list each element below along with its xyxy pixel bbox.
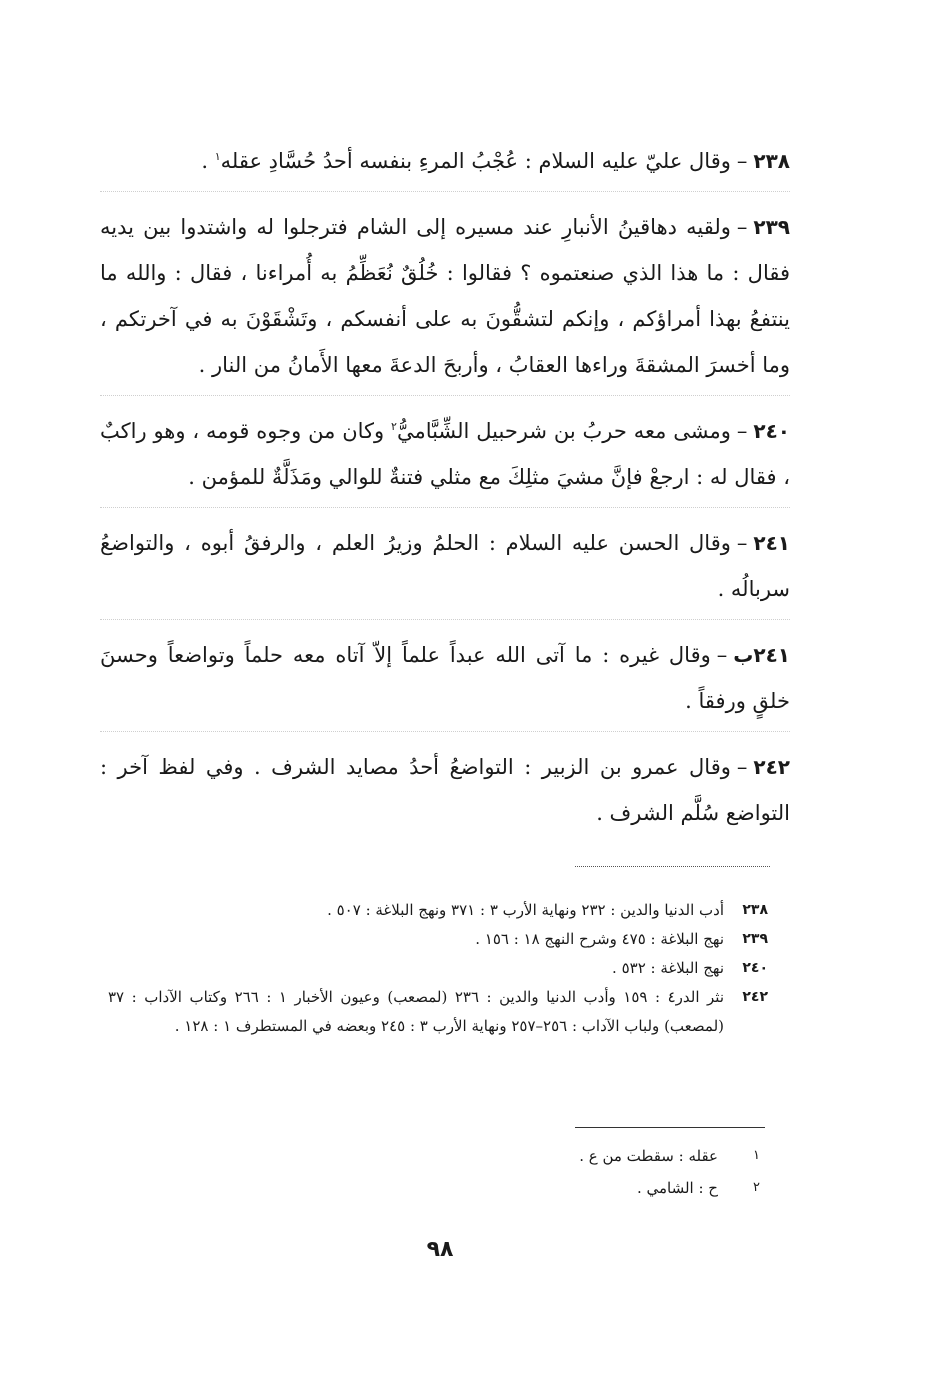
sources-list: [108, 896, 768, 1041]
footnote-entry: [300, 1140, 760, 1172]
paragraph-239: [100, 204, 790, 388]
source-entry: [108, 925, 768, 954]
paragraph-238: [100, 138, 790, 184]
paragraph-divider: [100, 191, 790, 192]
footnote-text: عقله : سقطت من ع .: [579, 1147, 718, 1165]
source-number: ٢٣٨: [742, 902, 768, 918]
source-entry: [108, 983, 768, 1041]
source-number: ٢٤٠: [742, 960, 768, 976]
paragraph-tail: .: [201, 149, 215, 173]
footnotes-list: [300, 1140, 760, 1204]
paragraph-number: ٢٤١ب: [733, 643, 790, 667]
paragraph-divider: [100, 507, 790, 508]
footnote-number: ١: [753, 1148, 760, 1163]
source-entry: [108, 954, 768, 983]
footnotes-divider: [575, 1127, 765, 1128]
source-text: أدب الدنيا والدين : ٢٣٢ ونهاية الأرب ٣ : ٣٧١ ونهج البلاغة : ٥٠٧ .: [327, 901, 724, 919]
dash: –: [736, 419, 748, 443]
source-number: ٢٣٩: [742, 931, 768, 947]
footnote-number: ٢: [753, 1180, 760, 1195]
paragraph-241b: [100, 632, 790, 724]
paragraph-242: [100, 744, 790, 836]
dash: –: [736, 755, 748, 779]
paragraph-text: ولقيه دهاقينُ الأنبارِ عند مسيره إلى الشام فترجلوا له واشتدوا بين يديه فقال : ما هذا الذي صنعتموه ؟ فقالوا : خُلُقٌ نُعَظِّمُ به أُمراءنا ، فقال : والله ما ينتفعُ بهذا أمراؤكم ، وإنكم لتشقُّونَ به على أنفسكم ، وتَشْقَوْنَ به في آخرتكم ، وما أخسرَ المشقةَ وراءها العقابُ ، وأربحَ الدعةَ معها الأَمانُ من النار .: [100, 215, 790, 377]
dash: –: [736, 149, 748, 173]
source-text: نهج البلاغة : ٤٧٥ وشرح النهج ١٨ : ١٥٦ .: [475, 930, 724, 948]
main-text: [100, 138, 790, 843]
paragraph-number: ٢٤١: [753, 531, 790, 555]
footnote-text: ح : الشامي .: [636, 1179, 718, 1197]
footnote-entry: [300, 1172, 760, 1204]
footnote-marker: ١: [214, 150, 221, 163]
paragraph-241: [100, 520, 790, 612]
page-number: ٩٨: [426, 1237, 454, 1262]
paragraph-text: ومشى معه حربُ بن شرحبيل الشِّبَّاميُّ: [396, 419, 731, 443]
paragraph-text: وقال عمرو بن الزبير : التواضعُ أحدُ مصايد الشرف . وفي لفظ آخر : التواضع سُلَّم الشرف .: [100, 755, 790, 825]
paragraph-divider: [100, 731, 790, 732]
dash: –: [716, 643, 728, 667]
paragraph-text: وقال الحسن عليه السلام : الحلمُ وزيرُ العلم ، والرفقُ أبوه ، والتواضعُ سربالُه .: [100, 531, 790, 601]
paragraph-number: ٢٣٨: [753, 149, 790, 173]
dash: –: [736, 215, 748, 239]
dash: –: [736, 531, 748, 555]
paragraph-number: ٢٤٢: [753, 755, 790, 779]
paragraph-text: وقال عليّ عليه السلام : عُجْبُ المرءِ بنفسه أحدُ حُسَّادِ عقله: [220, 149, 731, 173]
source-text: نثر الدر٤ : ١٥٩ وأدب الدنيا والدين : ٢٣٦ (لمصعب) وعيون الأخبار ١ : ٢٦٦ وكتاب الآداب : ٣٧ (لمصعب) ولباب الآداب : ٢٥٦–٢٥٧ ونهاية الأرب ٣ : ٢٤٥ وبعضه في المستطرف ١ : ١٢٨ .: [108, 988, 725, 1035]
sources-divider: [575, 866, 770, 867]
paragraph-text: وقال غيره : ما آتى الله عبداً علماً إلاّ آتاه معه حلماً وتواضعاً وحسنَ خلقٍ ورفقاً .: [100, 643, 790, 713]
paragraph-number: ٢٤٠: [753, 419, 790, 443]
paragraph-tail: وكان من وجوه قومه ، وهو راكبٌ ، فقال له : ارجعْ فإنَّ مشيَ مثلِكَ مع مثلي فتنةٌ للوالي ومَذَلَّةٌ للمؤمن .: [100, 419, 790, 489]
paragraph-divider: [100, 395, 790, 396]
source-text: نهج البلاغة : ٥٣٢ .: [612, 959, 724, 977]
source-entry: [108, 896, 768, 925]
paragraph-240: [100, 408, 790, 500]
footnote-marker: ٢: [391, 420, 397, 433]
source-number: ٢٤٢: [742, 989, 768, 1005]
paragraph-number: ٢٣٩: [753, 215, 790, 239]
paragraph-divider: [100, 619, 790, 620]
